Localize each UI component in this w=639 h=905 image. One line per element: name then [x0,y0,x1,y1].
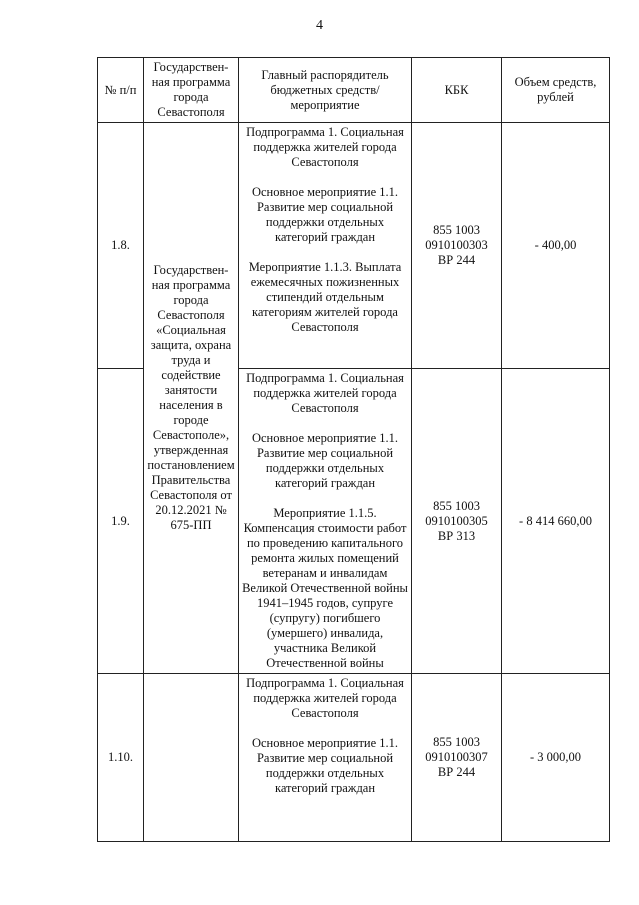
subprogram-text: Подпрограмма 1. Социальная поддержка жителей города Севастополя [246,676,404,720]
kbk-cell [412,674,502,842]
header-kbk: КБК [412,58,502,123]
main-activity-text: Основное мероприятие 1.1. Развитие мер социальной поддержки отдельных категорий граждан [251,431,399,490]
kbk-line: 855 1003 [433,498,480,513]
header-amount: Объем средств, рублей [502,58,610,123]
table-row [98,123,610,369]
kbk-line: ВР 244 [437,253,476,267]
row-number: 1.9. [98,369,144,674]
budget-allocation-table [97,57,610,842]
header-distributor: Главный распорядитель бюджетных средств/мероприятие [239,58,412,123]
kbk-line: 0910100305 [425,513,488,528]
activity-text: Мероприятие 1.1.5. Компенсация стоимости работ по проведению капитального ремонта жилых помещений ветеранам и инвалидам Великой Отечественной войны 1941–1945 годов, супруге (супругу) погибшего (умершего) инвалида, участника Великой Отечественной войны [242,506,408,670]
kbk-line: ВР 244 [437,765,476,779]
kbk-line: 855 1003 [433,735,480,749]
amount-cell: - 3 000,00 [502,674,610,842]
kbk-line: 855 1003 [433,223,480,237]
table-row [98,674,610,842]
distributor-cell [239,369,412,674]
distributor-cell [239,674,412,842]
kbk-line: 0910100307 [425,750,488,764]
row-number: 1.10. [98,674,144,842]
subprogram-text: Подпрограмма 1. Социальная поддержка жителей города Севастополя [246,125,404,169]
row-number: 1.8. [98,123,144,369]
distributor-cell [239,123,412,369]
activity-text: Мероприятие 1.1.3. Выплата ежемесячных пожизненных стипендий отдельным категориям жителей города Севастополя [248,260,402,334]
header-program: Государствен-ная программа города Севастополя [144,58,239,123]
kbk-line: 0910100303 [425,238,488,252]
kbk-line: ВР 313 [437,528,476,543]
amount-cell: - 400,00 [502,123,610,369]
header-num: № п/п [98,58,144,123]
subprogram-text: Подпрограмма 1. Социальная поддержка жителей города Севастополя [246,371,404,415]
kbk-cell [412,123,502,369]
amount-cell: - 8 414 660,00 [502,369,610,674]
main-activity-text: Основное мероприятие 1.1. Развитие мер социальной поддержки отдельных категорий граждан [251,736,399,795]
kbk-cell [412,369,502,674]
page-number: 4 [316,18,323,33]
main-activity-text: Основное мероприятие 1.1. Развитие мер социальной поддержки отдельных категорий граждан [251,185,399,244]
program-cell-empty [144,674,239,842]
table-header-row [98,58,610,123]
program-cell: Государствен-ная программа города Севастополя «Социальная защита, охрана труда и содействие занятости населения в городе Севастополе», утвержденная постановлением Правительства Севастополя от 20.12.2021 № 675-ПП [144,123,239,674]
